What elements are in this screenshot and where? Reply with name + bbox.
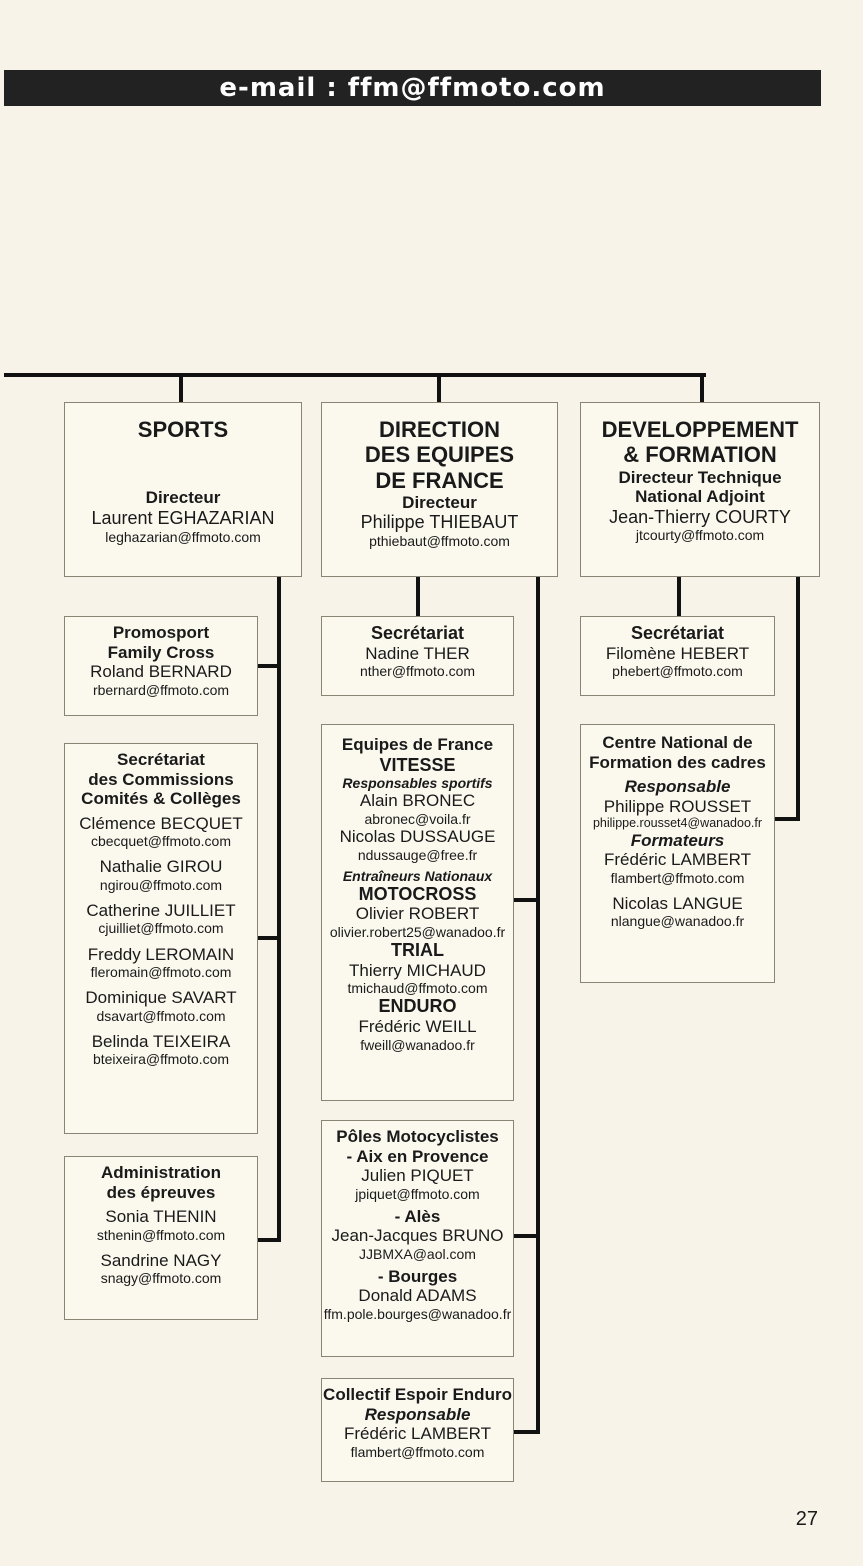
pole-place: - Alès xyxy=(394,1206,441,1226)
enduro-label: ENDURO xyxy=(378,996,457,1017)
commissions-person xyxy=(86,901,235,937)
equipes-secretariat-box xyxy=(321,616,514,696)
developpement-secretariat-name: Filomène HEBERT xyxy=(605,643,750,663)
collectif-name: Frédéric LAMBERT xyxy=(343,1424,492,1444)
motocross-label: MOTOCROSS xyxy=(358,883,477,904)
equipes-role: Directeur xyxy=(402,492,477,512)
developpement-branch-centre xyxy=(774,817,800,821)
formateur-email: nlangue@wanadoo.fr xyxy=(610,913,745,930)
equipes-director-email: pthiebaut@ffmoto.com xyxy=(369,533,510,550)
person-name: Catherine JUILLIET xyxy=(86,900,236,920)
person-name: Clémence BECQUET xyxy=(79,813,243,833)
person-email: cbecquet@ffmoto.com xyxy=(90,833,232,850)
person-email: cjuilliet@ffmoto.com xyxy=(98,920,224,937)
commissions-person xyxy=(92,1032,231,1068)
promosport-box xyxy=(64,616,258,716)
person-email: bteixeira@ffmoto.com xyxy=(92,1051,230,1068)
sports-spine xyxy=(277,577,281,1240)
person-name: Sandrine NAGY xyxy=(100,1250,222,1270)
pole-item xyxy=(332,1207,504,1262)
developpement-secretariat-email: phebert@ffmoto.com xyxy=(612,663,743,680)
centre-box xyxy=(580,724,775,983)
person-email: fleromain@ffmoto.com xyxy=(90,964,232,981)
commissions-person xyxy=(88,945,234,981)
developpement-spine xyxy=(796,577,800,821)
formateur-email: flambert@ffmoto.com xyxy=(610,869,745,886)
equipes-branch-teams xyxy=(513,898,540,902)
collectif-title: Collectif Espoir Enduro xyxy=(323,1385,512,1404)
equipes-secretariat-link xyxy=(416,577,420,617)
commissions-title-2: des Commissions xyxy=(88,769,234,789)
promosport-name: Roland BERNARD xyxy=(90,662,232,682)
sports-branch-administration xyxy=(257,1238,281,1242)
person-name: Freddy LEROMAIN xyxy=(87,944,235,964)
poles-box xyxy=(321,1120,514,1357)
vitesse-label: VITESSE xyxy=(379,754,456,775)
equipes-title-2: DES EQUIPES xyxy=(364,442,515,468)
commissions-box xyxy=(64,743,258,1134)
sports-branch-commissions xyxy=(257,936,281,940)
motocross-name: Olivier ROBERT xyxy=(355,904,480,924)
developpement-secretariat-link xyxy=(677,577,681,617)
connector-developpement xyxy=(700,373,704,403)
developpement-box xyxy=(580,402,820,577)
equipes-branch-collectif xyxy=(513,1430,540,1434)
pole-item xyxy=(346,1147,488,1202)
enduro-name: Frédéric WEILL xyxy=(358,1017,477,1037)
person-email: snagy@ffmoto.com xyxy=(100,1270,222,1287)
developpement-title-2: & FORMATION xyxy=(623,442,777,468)
pole-email: jpiquet@ffmoto.com xyxy=(355,1185,480,1202)
pole-email: ffm.pole.bourges@wanadoo.fr xyxy=(323,1306,512,1323)
equipes-spine xyxy=(536,577,540,1434)
page-number: 27 xyxy=(795,1508,818,1530)
entraineurs-label: Entraîneurs Nationaux xyxy=(342,867,493,884)
formateur-name: Nicolas LANGUE xyxy=(612,893,743,913)
email-banner: e-mail : ffm@ffmoto.com xyxy=(4,70,821,106)
administration-person xyxy=(97,1207,225,1243)
developpement-director-name: Jean-Thierry COURTY xyxy=(609,506,791,527)
resp-email: ndussauge@free.fr xyxy=(357,846,478,863)
equipes-secretariat-title: Secrétariat xyxy=(370,623,465,643)
centre-resp-name: Philippe ROUSSET xyxy=(603,796,752,816)
commissions-title-1: Secrétariat xyxy=(117,750,205,769)
commissions-person xyxy=(100,857,223,893)
pole-place: - Bourges xyxy=(377,1266,458,1286)
equipes-title-1: DIRECTION xyxy=(379,417,500,442)
pole-name: Jean-Jacques BRUNO xyxy=(331,1226,504,1246)
sports-director-name: Laurent EGHAZARIAN xyxy=(91,507,275,528)
equipes-france-title: Equipes de France xyxy=(341,735,494,754)
connector-equipes xyxy=(437,373,441,403)
collectif-role: Responsable xyxy=(364,1404,471,1424)
formateur-name: Frédéric LAMBERT xyxy=(603,850,752,870)
connector-sports xyxy=(179,373,183,403)
person-name: Belinda TEIXEIRA xyxy=(91,1031,231,1051)
responsables-label: Responsables sportifs xyxy=(342,775,493,792)
formateurs-label: Formateurs xyxy=(630,830,725,850)
equipes-title-3: DE FRANCE xyxy=(375,467,504,493)
commissions-person xyxy=(79,814,242,850)
person-email: ngirou@ffmoto.com xyxy=(99,876,223,893)
centre-resp-email: philippe.rousset4@wanadoo.fr xyxy=(592,816,763,831)
sports-box xyxy=(64,402,302,577)
pole-place: - Aix en Provence xyxy=(346,1146,489,1166)
top-connector-line xyxy=(4,373,706,377)
resp-name: Alain BRONEC xyxy=(359,791,476,811)
centre-title-1: Centre National de xyxy=(602,733,753,752)
commissions-title-3: Comités & Collèges xyxy=(81,789,241,809)
equipes-france-box xyxy=(321,724,514,1101)
administration-title-1: Administration xyxy=(101,1163,221,1182)
pole-name: Donald ADAMS xyxy=(358,1286,477,1306)
pole-email: JJBMXA@aol.com xyxy=(359,1245,476,1262)
person-name: Dominique SAVART xyxy=(85,988,237,1008)
developpement-role-2: National Adjoint xyxy=(635,487,765,507)
equipes-secretariat-name: Nadine THER xyxy=(365,643,470,663)
developpement-title-1: DEVELOPPEMENT xyxy=(601,417,799,442)
equipes-box xyxy=(321,402,558,577)
collectif-box xyxy=(321,1378,514,1482)
sports-branch-promosport xyxy=(257,664,281,668)
equipes-branch-poles xyxy=(513,1234,540,1238)
sports-role: Directeur xyxy=(145,488,221,508)
administration-box xyxy=(64,1156,258,1320)
sports-director-email: leghazarian@ffmoto.com xyxy=(105,528,261,545)
promosport-email: rbernard@ffmoto.com xyxy=(92,681,230,698)
administration-person xyxy=(101,1251,222,1287)
developpement-secretariat-title: Secrétariat xyxy=(630,623,725,643)
pole-name: Julien PIQUET xyxy=(361,1166,474,1186)
enduro-email: fweill@wanadoo.fr xyxy=(360,1036,475,1053)
developpement-role-1: Directeur Technique xyxy=(618,467,782,487)
person-name: Nathalie GIROU xyxy=(99,857,223,877)
trial-name: Thierry MICHAUD xyxy=(349,960,486,980)
developpement-secretariat-box xyxy=(580,616,775,696)
collectif-email: flambert@ffmoto.com xyxy=(350,1443,485,1460)
commissions-person xyxy=(85,988,236,1024)
developpement-director-email: jtcourty@ffmoto.com xyxy=(635,527,765,544)
equipes-director-name: Philippe THIEBAUT xyxy=(360,512,519,533)
person-email: dsavart@ffmoto.com xyxy=(96,1007,226,1024)
motocross-email: olivier.robert25@wanadoo.fr xyxy=(329,923,506,940)
poles-title: Pôles Motocyclistes xyxy=(336,1127,499,1146)
promosport-title-1: Promosport xyxy=(112,623,210,642)
trial-label: TRIAL xyxy=(391,940,444,961)
administration-title-2: des épreuves xyxy=(106,1182,216,1202)
trial-email: tmichaud@ffmoto.com xyxy=(347,980,488,997)
promosport-title-2: Family Cross xyxy=(107,642,215,662)
resp-name: Nicolas DUSSAUGE xyxy=(339,826,496,846)
equipes-secretariat-email: nther@ffmoto.com xyxy=(359,663,476,680)
person-name: Sonia THENIN xyxy=(105,1207,217,1227)
centre-title-2: Formation des cadres xyxy=(589,752,766,772)
resp-email: abronec@voila.fr xyxy=(364,810,471,827)
person-email: sthenin@ffmoto.com xyxy=(96,1226,226,1243)
centre-resp-label: Responsable xyxy=(624,777,731,797)
sports-title: SPORTS xyxy=(137,417,229,442)
pole-item xyxy=(324,1267,512,1322)
